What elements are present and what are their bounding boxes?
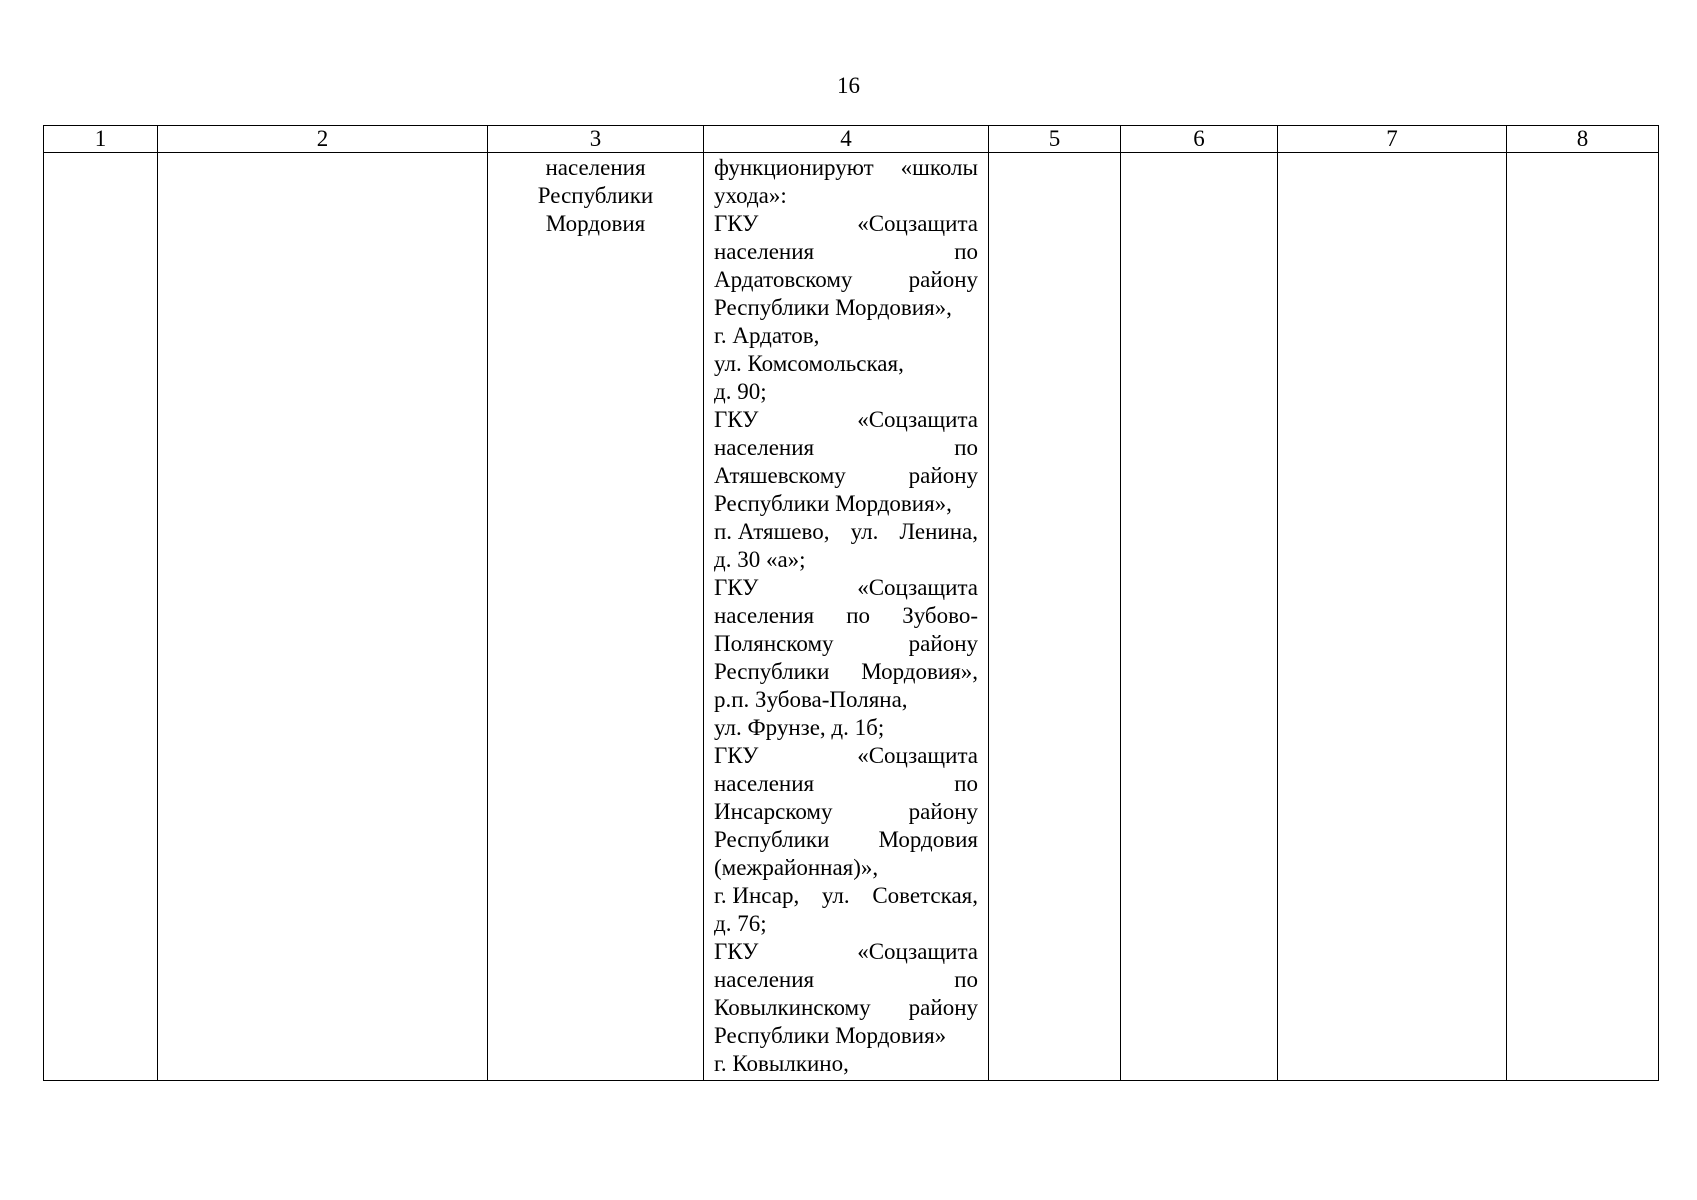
col-4-word: д. 30 «а»; (714, 547, 806, 572)
col-4-word: п. Атяшево, (714, 519, 830, 544)
col-4-word: району (908, 995, 978, 1020)
col-4-word: району (908, 631, 978, 656)
col-4-word: населения (714, 239, 815, 264)
column-header-3: 3 (488, 126, 704, 153)
col-4-line (714, 798, 978, 826)
col-4-word: району (908, 463, 978, 488)
col-4-word: по (954, 967, 978, 992)
col-4-line (714, 266, 978, 294)
col-4-word: функционируют (714, 155, 874, 180)
column-header-1: 1 (44, 126, 158, 153)
col-4-word: Республики (714, 827, 830, 852)
col-4-line (714, 658, 978, 686)
col-4-word: Зубово- (902, 603, 978, 628)
col-4-word: «Соцзащита (857, 575, 978, 600)
col-4-line (714, 714, 978, 742)
cell-col-7 (1278, 153, 1507, 1081)
col-4-word: Мордовия», (861, 659, 978, 684)
col-4-line (714, 854, 978, 882)
col-3-line: Мордовия (545, 211, 646, 236)
col-4-word: ул. Комсомольская, (714, 351, 904, 376)
col-4-line (714, 294, 978, 322)
col-4-word: (межрайонная)», (714, 855, 879, 880)
col-4-line (714, 322, 978, 350)
col-4-word: г. Инсар, (714, 883, 800, 908)
col-4-word: Ковылкинскому (714, 995, 871, 1020)
col-4-line (714, 490, 978, 518)
col-4-word: г. Ардатов, (714, 323, 820, 348)
col-4-line (714, 994, 978, 1022)
col-4-word: «Соцзащита (857, 743, 978, 768)
col-4-word: ГКУ (714, 743, 759, 768)
col-4-word: Республики Мордовия», (714, 295, 952, 320)
col-4-word: д. 76; (714, 911, 767, 936)
column-header-8: 8 (1507, 126, 1659, 153)
col-4-word: Мордовия (878, 827, 978, 852)
col-4-line (714, 1022, 978, 1050)
cell-col-4 (704, 153, 989, 1081)
col-4-word: по (846, 603, 871, 628)
col-4-word: ГКУ (714, 939, 759, 964)
col-4-line (714, 462, 978, 490)
col-4-line (714, 350, 978, 378)
col-4-word: р.п. Зубова-Поляна, (714, 687, 908, 712)
col-3-line: населения (545, 155, 646, 180)
col-4-line (714, 910, 978, 938)
col-4-word: ГКУ (714, 575, 759, 600)
col-4-word: населения (714, 771, 815, 796)
col-4-word: по (954, 435, 978, 460)
table-row (44, 153, 1659, 1081)
column-header-7: 7 (1278, 126, 1507, 153)
col-4-word: по (954, 771, 978, 796)
col-4-word: Полянскому (714, 631, 834, 656)
col-4-word: ГКУ (714, 211, 759, 236)
col-4-line (714, 546, 978, 574)
col-4-word: Инсарскому (714, 799, 833, 824)
cell-col-8 (1507, 153, 1659, 1081)
col-4-word: ухода»: (714, 183, 787, 208)
cell-col-2 (158, 153, 488, 1081)
col-4-word: Ленина, (899, 519, 978, 544)
column-header-5: 5 (989, 126, 1121, 153)
col-4-word: «школы (900, 155, 978, 180)
column-header-2: 2 (158, 126, 488, 153)
col-4-line (714, 602, 978, 630)
col-4-word: «Соцзащита (857, 939, 978, 964)
col-4-text (704, 153, 988, 1078)
col-4-word: Республики Мордовия», (714, 491, 952, 516)
col-4-line (714, 1050, 978, 1078)
col-4-line (714, 378, 978, 406)
col-4-word: Атяшевскому (714, 463, 846, 488)
col-4-line (714, 686, 978, 714)
col-4-word: по (954, 239, 978, 264)
col-4-word: ГКУ (714, 407, 759, 432)
col-4-word: д. 90; (714, 379, 767, 404)
col-4-word: району (908, 799, 978, 824)
col-4-word: ул. (850, 519, 879, 544)
col-4-line (714, 518, 978, 546)
col-4-word: ул. (821, 883, 850, 908)
col-4-word: населения (714, 435, 815, 460)
column-header-4: 4 (704, 126, 989, 153)
col-4-word: населения (714, 603, 815, 628)
col-4-word: Республики (714, 659, 830, 684)
col-4-line (714, 770, 978, 798)
col-4-word: Советская, (872, 883, 978, 908)
col-4-word: ул. Фрунзе, д. 1б; (714, 715, 885, 740)
col-4-line (714, 238, 978, 266)
col-4-line (714, 574, 978, 602)
col-4-line (714, 966, 978, 994)
col-4-line (714, 210, 978, 238)
col-4-word: «Соцзащита (857, 407, 978, 432)
col-4-word: «Соцзащита (857, 211, 978, 236)
col-4-line (714, 938, 978, 966)
column-header-6: 6 (1121, 126, 1278, 153)
col-4-line (714, 406, 978, 434)
col-4-word: району (908, 267, 978, 292)
col-4-word: населения (714, 967, 815, 992)
col-3-text (488, 153, 703, 238)
cell-col-5 (989, 153, 1121, 1081)
header-row (44, 126, 1659, 153)
cell-col-3 (488, 153, 704, 1081)
col-4-line (714, 826, 978, 854)
col-4-word: г. Ковылкино, (714, 1051, 849, 1076)
col-4-line (714, 182, 978, 210)
data-table (43, 125, 1659, 1081)
cell-col-6 (1121, 153, 1278, 1081)
cell-col-1 (44, 153, 158, 1081)
col-4-line (714, 882, 978, 910)
col-4-word: Ардатовскому (714, 267, 853, 292)
col-3-line: Республики (537, 183, 654, 208)
col-4-line (714, 434, 978, 462)
col-4-line (714, 630, 978, 658)
col-4-line (714, 154, 978, 182)
col-4-line (714, 742, 978, 770)
col-4-word: Республики Мордовия» (714, 1023, 947, 1048)
page-number: 16 (837, 73, 860, 98)
